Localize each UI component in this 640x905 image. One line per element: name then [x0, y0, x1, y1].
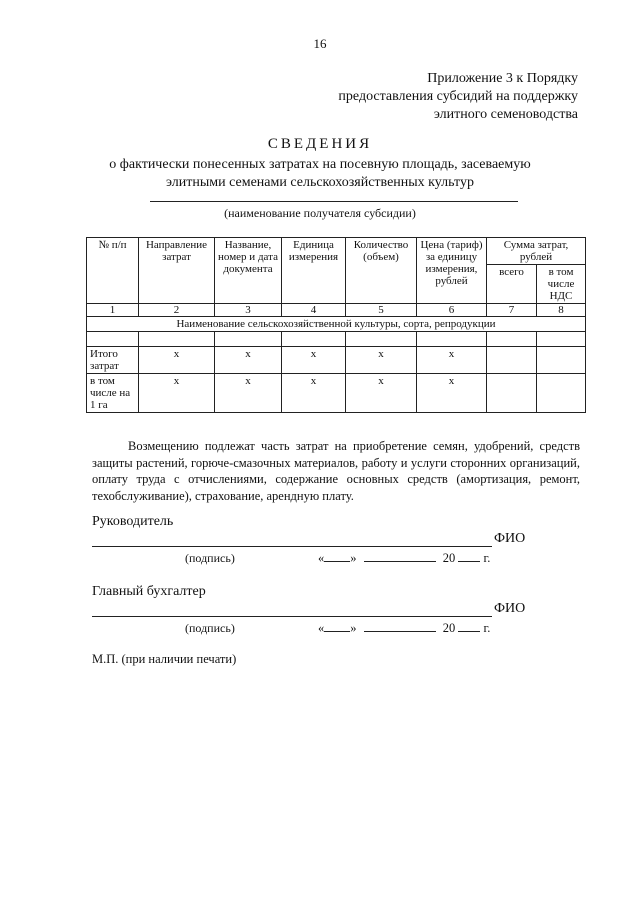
page-number: 16 — [313, 36, 327, 51]
column-number: 2 — [139, 304, 215, 317]
month-blank — [364, 550, 436, 562]
head-signature-caption: (подпись) — [185, 551, 235, 565]
x-mark: х — [282, 374, 346, 413]
head-role-label: Руководитель — [92, 514, 174, 529]
x-mark: х — [139, 374, 215, 413]
x-mark: х — [139, 347, 215, 374]
head-date — [318, 550, 490, 566]
annex-line: Приложение 3 к Порядку — [427, 71, 578, 86]
header-cell: Цена (тариф) за единицу измерения, рублей — [417, 238, 487, 304]
header-cell: всего — [487, 265, 537, 304]
year-prefix: 20 — [442, 621, 456, 635]
column-number: 5 — [346, 304, 417, 317]
column-number: 7 — [487, 304, 537, 317]
header-cell: Сумма затрат, рублей — [487, 238, 586, 265]
total-row — [87, 347, 586, 374]
row-label: Итого затрат — [87, 347, 139, 374]
recipient-caption: (наименование получателя субсидии) — [224, 206, 416, 220]
quote-open: « — [318, 621, 325, 635]
x-mark: х — [346, 347, 417, 374]
year-blank — [458, 550, 480, 562]
quote-close: » — [350, 621, 357, 635]
year-suffix: г. — [483, 551, 491, 565]
table-header-row — [87, 238, 586, 265]
header-cell: Название, номер и дата документа — [215, 238, 282, 304]
annex-line: предоставления субсидий на поддержку — [338, 89, 578, 104]
row-label: в том числе на 1 га — [87, 374, 139, 413]
header-cell: Единица измерения — [282, 238, 346, 304]
per-hectare-row — [87, 374, 586, 413]
accountant-fio-label: ФИО — [494, 601, 526, 616]
costs-table — [86, 237, 586, 413]
reimbursement-paragraph: Возмещению подлежат часть затрат на приобретение семян, удобрений, средств защиты растений, горюче-смазочных материалов, работу и услуги сторонних организаций, оплату труда с отчислениями, содержание основных средств (амортизация, ремонт, техобслуживание), страхование, арендную плату. — [92, 439, 580, 503]
header-cell: в том числе НДС — [537, 265, 586, 304]
annex-line: элитного семеноводства — [433, 107, 578, 122]
year-suffix: г. — [483, 621, 491, 635]
accountant-signature-line — [92, 616, 492, 617]
stamp-note: М.П. (при наличии печати) — [92, 652, 237, 666]
column-number-row — [87, 304, 586, 317]
head-signature-line — [92, 546, 492, 547]
table-row — [87, 332, 586, 347]
head-fio-label: ФИО — [494, 531, 526, 546]
quote-close: » — [350, 551, 357, 565]
accountant-role-label: Главный бухгалтер — [92, 584, 206, 599]
document-title: СВЕДЕНИЯ — [267, 136, 373, 152]
column-number: 8 — [537, 304, 586, 317]
year-blank — [458, 620, 480, 632]
header-cell: Количество (объем) — [346, 238, 417, 304]
recipient-blank-line — [150, 201, 518, 202]
section-row — [87, 317, 586, 332]
x-mark: х — [282, 347, 346, 374]
annex-reference — [338, 70, 578, 124]
x-mark: х — [417, 374, 487, 413]
crop-section-label: Наименование сельскохозяйственной культуры, сорта, репродукции — [87, 317, 586, 332]
column-number: 6 — [417, 304, 487, 317]
quote-open: « — [318, 551, 325, 565]
day-blank — [324, 620, 350, 632]
accountant-signature-caption: (подпись) — [185, 621, 235, 635]
day-blank — [324, 550, 350, 562]
header-cell: Направление затрат — [139, 238, 215, 304]
x-mark: х — [417, 347, 487, 374]
x-mark: х — [215, 374, 282, 413]
document-subtitle — [0, 156, 640, 192]
accountant-date — [318, 620, 490, 636]
month-blank — [364, 620, 436, 632]
year-prefix: 20 — [442, 551, 456, 565]
subtitle-line: о фактически понесенных затратах на посевную площадь, засеваемую — [109, 157, 531, 172]
header-cell: № п/п — [87, 238, 139, 304]
x-mark: х — [346, 374, 417, 413]
column-number: 4 — [282, 304, 346, 317]
subtitle-line: элитными семенами сельскохозяйственных культур — [166, 175, 474, 190]
x-mark: х — [215, 347, 282, 374]
column-number: 1 — [87, 304, 139, 317]
column-number: 3 — [215, 304, 282, 317]
